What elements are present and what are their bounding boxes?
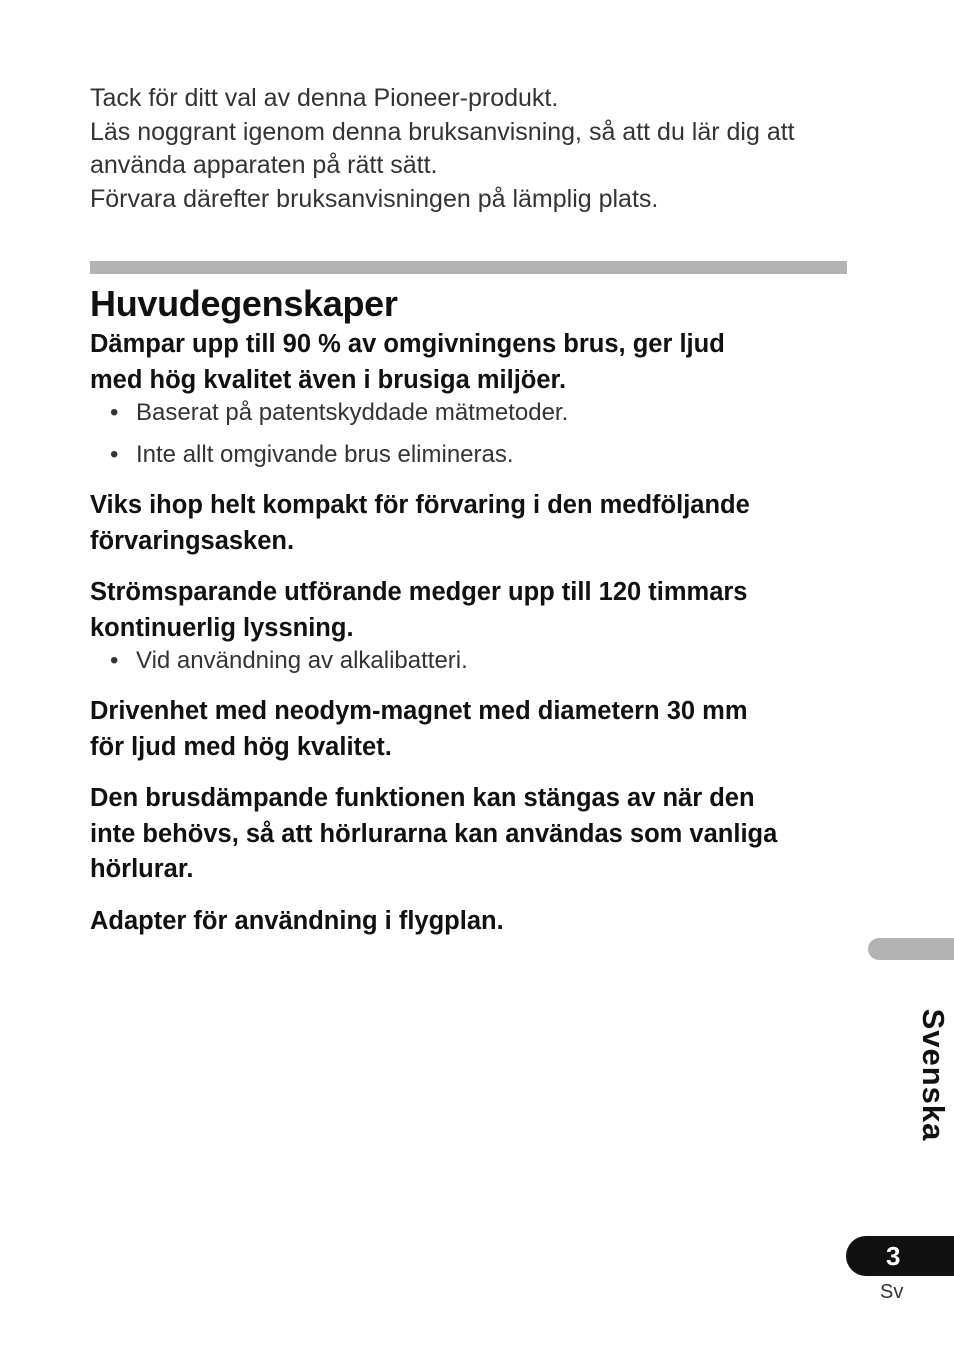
feature-heading-line: Drivenhet med neodym-magnet med diametern 30 mm — [90, 697, 748, 725]
page-language-code: Sv — [880, 1281, 904, 1303]
bullet-text: Baserat på patentskyddade mätmetoder. — [136, 399, 569, 426]
feature-heading-line: Adapter för användning i flygplan. — [90, 906, 504, 935]
intro-line: Förvara därefter bruksanvisningen på lämplig plats. — [90, 184, 659, 213]
feature-heading — [90, 781, 860, 888]
bullet-item — [90, 646, 860, 676]
feature-heading — [90, 327, 860, 398]
feature-heading — [90, 904, 860, 940]
feature-heading-line: med hög kvalitet även i brusiga miljöer. — [90, 365, 567, 394]
bullet-icon: • — [110, 441, 119, 468]
language-label: Svenska — [916, 1008, 951, 1142]
intro-text — [90, 82, 860, 216]
feature-item — [90, 575, 860, 676]
bullet-text: Vid användning av alkalibatteri. — [136, 647, 468, 674]
feature-heading-line: hörlurar. — [90, 855, 194, 883]
feature-item — [90, 904, 860, 940]
section-title: Huvudegenskaper — [90, 283, 398, 324]
page-number: 3 — [886, 1241, 901, 1271]
feature-heading — [90, 488, 860, 559]
feature-item — [90, 781, 860, 888]
feature-heading-line: för ljud med hög kvalitet. — [90, 732, 392, 761]
feature-item — [90, 694, 860, 765]
feature-heading-line: Viks ihop helt kompakt för förvaring i den medföljande — [90, 491, 750, 519]
feature-heading — [90, 694, 860, 765]
feature-heading-line: Den brusdämpande funktionen kan stängas av när den — [90, 784, 755, 812]
bullet-list — [90, 398, 860, 470]
bullet-item — [90, 440, 860, 470]
intro-line: Läs noggrant igenom denna bruksanvisning, så att du lär dig att — [90, 117, 795, 146]
feature-heading-line: Dämpar upp till 90 % av omgivningens brus, ger ljud — [90, 330, 725, 358]
bullet-list — [90, 646, 860, 676]
feature-heading-line: Strömsparande utförande medger upp till 120 timmars — [90, 578, 748, 606]
side-tab-marker — [868, 938, 954, 960]
feature-heading — [90, 575, 860, 646]
feature-heading-line: inte behövs, så att hörlurarna kan användas som vanliga — [90, 819, 778, 848]
feature-item — [90, 488, 860, 559]
intro-line: använda apparaten på rätt sätt. — [90, 151, 438, 179]
feature-list — [90, 327, 860, 939]
bullet-icon: • — [110, 647, 119, 674]
section-divider — [90, 261, 847, 274]
feature-heading-line: kontinuerlig lyssning. — [90, 613, 354, 642]
intro-line: Tack för ditt val av denna Pioneer-produkt. — [90, 84, 559, 112]
page-number-tab — [846, 1236, 954, 1276]
bullet-icon: • — [110, 399, 119, 426]
bullet-text: Inte allt omgivande brus elimineras. — [136, 441, 514, 468]
feature-heading-line: förvaringsasken. — [90, 526, 295, 555]
bullet-item — [90, 398, 860, 428]
feature-item — [90, 327, 860, 470]
